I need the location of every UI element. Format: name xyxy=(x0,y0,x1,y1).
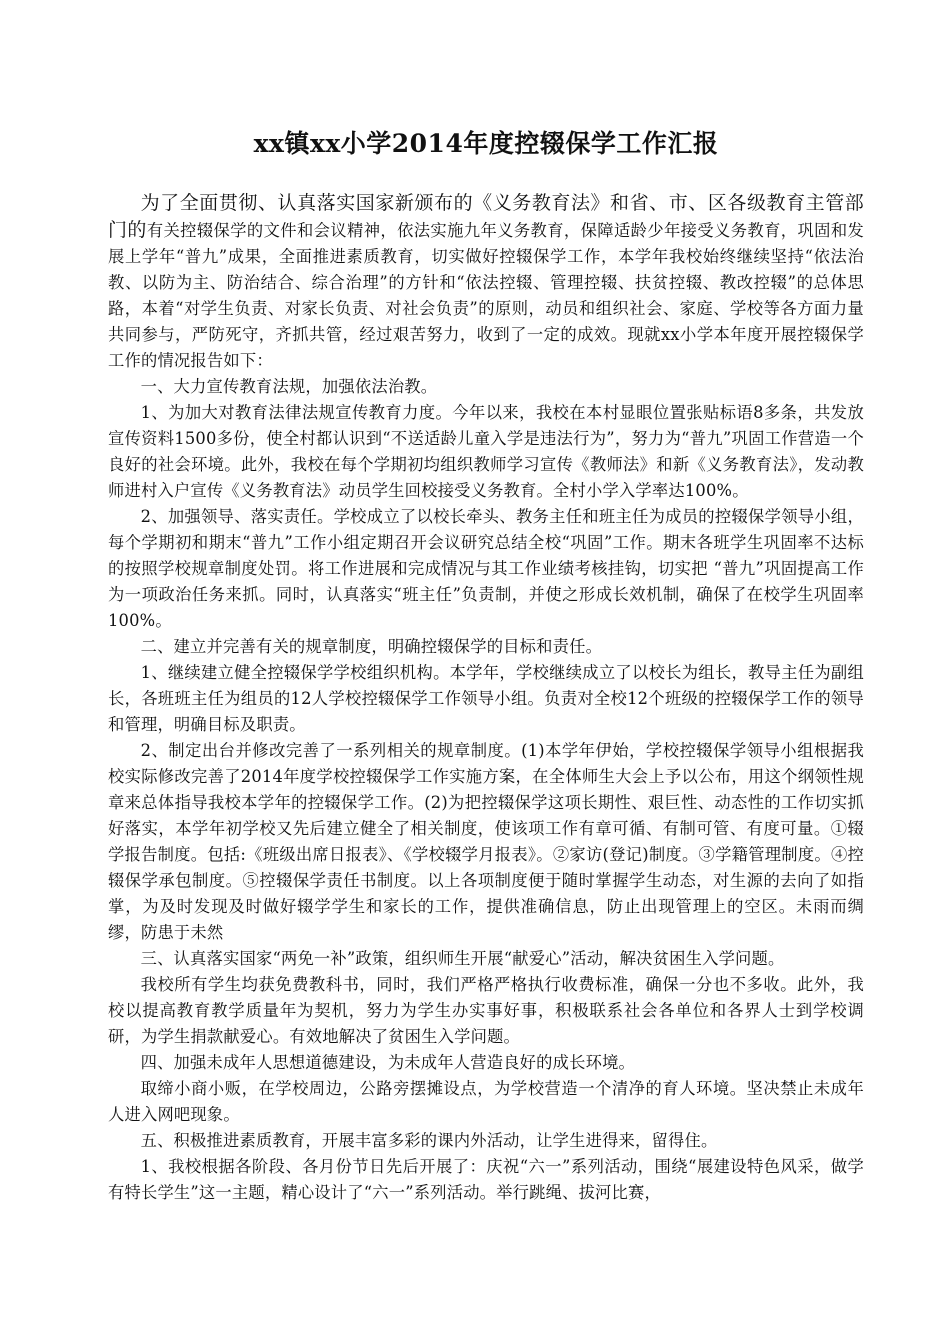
body-paragraph: 2、制定出台并修改完善了一系列相关的规章制度。(1)本学年伊始，学校控辍保学领导小组根据我校实际修改完善了2014年度学校控辍保学工作实施方案，在全体师生大会上予以公布，用这个纲领性规章来总体指导我校本学年的控辍保学工作。(2)为把控辍保学这项长期性、艰巨性、动态性的工作切实抓好落实，本学年初学校又先后建立健全了相关制度，使该项工作有章可循、有制可管、有度可量。①辍学报告制度。包括:《班级出席日报表》、《学校辍学月报表》。②家访(登记)制度。③学籍管理制度。④控辍保学承包制度。⑤控辍保学责任书制度。以上各项制度便于随时掌握学生动态，对生源的去向了如指掌，为及时发现及时做好辍学学生和家长的工作，提供准确信息，防止出现管理上的空区。未雨而绸缪，防患于未然 xyxy=(108,741,864,942)
document-body xyxy=(108,374,864,1206)
body-paragraph: 1、继续建立健全控辍保学学校组织机构。本学年，学校继续成立了以校长为组长，教导主任为副组长，各班班主任为组员的12人学校控辍保学工作领导小组。负责对全校12个班级的控辍保学工作的领导和管理，明确目标及职责。 xyxy=(108,663,864,734)
body-paragraph: 2、加强领导、落实责任。学校成立了以校长牵头、教务主任和班主任为成员的控辍保学领导小组，每个学期初和期末“普九”工作小组定期召开会议研究总结全校“巩固”工作。期末各班学生巩固率不达标的按照学校规章制度处罚。将工作进展和完成情况与其工作业绩考核挂钩，切实把 “普九”巩固提高工作为一项政治任务来抓。同时，认真落实“班主任”负责制，并使之形成长效机制，确保了在校学生巩固率100%。 xyxy=(108,507,864,630)
section-heading: 一、大力宣传教育法规，加强依法治教。 xyxy=(140,377,438,396)
section-heading: 五、积极推进素质教育，开展丰富多彩的课内外活动，让学生进得来，留得住。 xyxy=(140,1131,718,1150)
body-paragraph: 1、我校根据各阶段、各月份节日先后开展了：庆祝“六一”系列活动，围绕“展建设特色风采，做学有特长学生”这一主题，精心设计了“六一”系列活动。举行跳绳、拔河比赛， xyxy=(108,1157,864,1202)
body-paragraph: 取缔小商小贩，在学校周边，公路旁摆摊设点，为学校营造一个清净的育人环境。坚决禁止未成年人进入网吧现象。 xyxy=(108,1079,864,1124)
document-title: xx镇xx小学2014年度控辍保学工作汇报 xyxy=(253,129,719,158)
intro-lead: 为了全面贯彻、认真落实国家新颁布的《义务教育法》和省、市、区各级教育主管部门的 xyxy=(108,192,864,241)
section-heading: 二、建立并完善有关的规章制度，明确控辍保学的目标和责任。 xyxy=(140,637,603,656)
body-paragraph: 1、为加大对教育法律法规宣传教育力度。今年以来，我校在本村显眼位置张贴标语8多条，共发放宣传资料1500多份，使全村都认识到“不送适龄儿童入学是违法行为”，努力为“普九”巩固工作营造一个良好的社会环境。此外，我校在每个学期初均组织教师学习宣传《教师法》和新《义务教育法》，发动教师进村入户宣传《义务教育法》动员学生回校接受义务教育。全村小学入学率达100%。 xyxy=(108,403,864,500)
intro-rest: 有关控辍保学的文件和会议精神，依法实施九年义务教育，保障适龄少年接受义务教育，巩固和发展上学年“普九”成果，全面推进素质教育，切实做好控辍保学工作，本学年我校始终继续坚持“依法治教、以防为主、防治结合、综合治理”的方针和“依法控辍、管理控辍、扶贫控辍、教改控辍”的总体思路，本着“对学生负责、对家长负责、对社会负责”的原则，动员和组织社会、家庭、学校等各方面力量共同参与，严防死守，齐抓共管，经过艰苦努力，收到了一定的成效。现就xx小学本年度开展控辍保学工作的情况报告如下： xyxy=(108,221,864,370)
body-paragraph: 我校所有学生均获免费教科书，同时，我们严格严格执行收费标准，确保一分也不多收。此外，我校以提高教育教学质量年为契机，努力为学生办实事好事，积极联系社会各单位和各界人士到学校调研，为学生捐款献爱心。有效地解决了贫困生入学问题。 xyxy=(108,975,864,1046)
intro-paragraph xyxy=(108,190,864,374)
document-page xyxy=(108,126,864,1206)
section-heading: 四、加强未成年人思想道德建设，为未成年人营造良好的成长环境。 xyxy=(140,1053,636,1072)
section-heading: 三、认真落实国家“两免一补”政策，组织师生开展“献爱心”活动，解决贫困生入学问题。 xyxy=(140,949,785,968)
